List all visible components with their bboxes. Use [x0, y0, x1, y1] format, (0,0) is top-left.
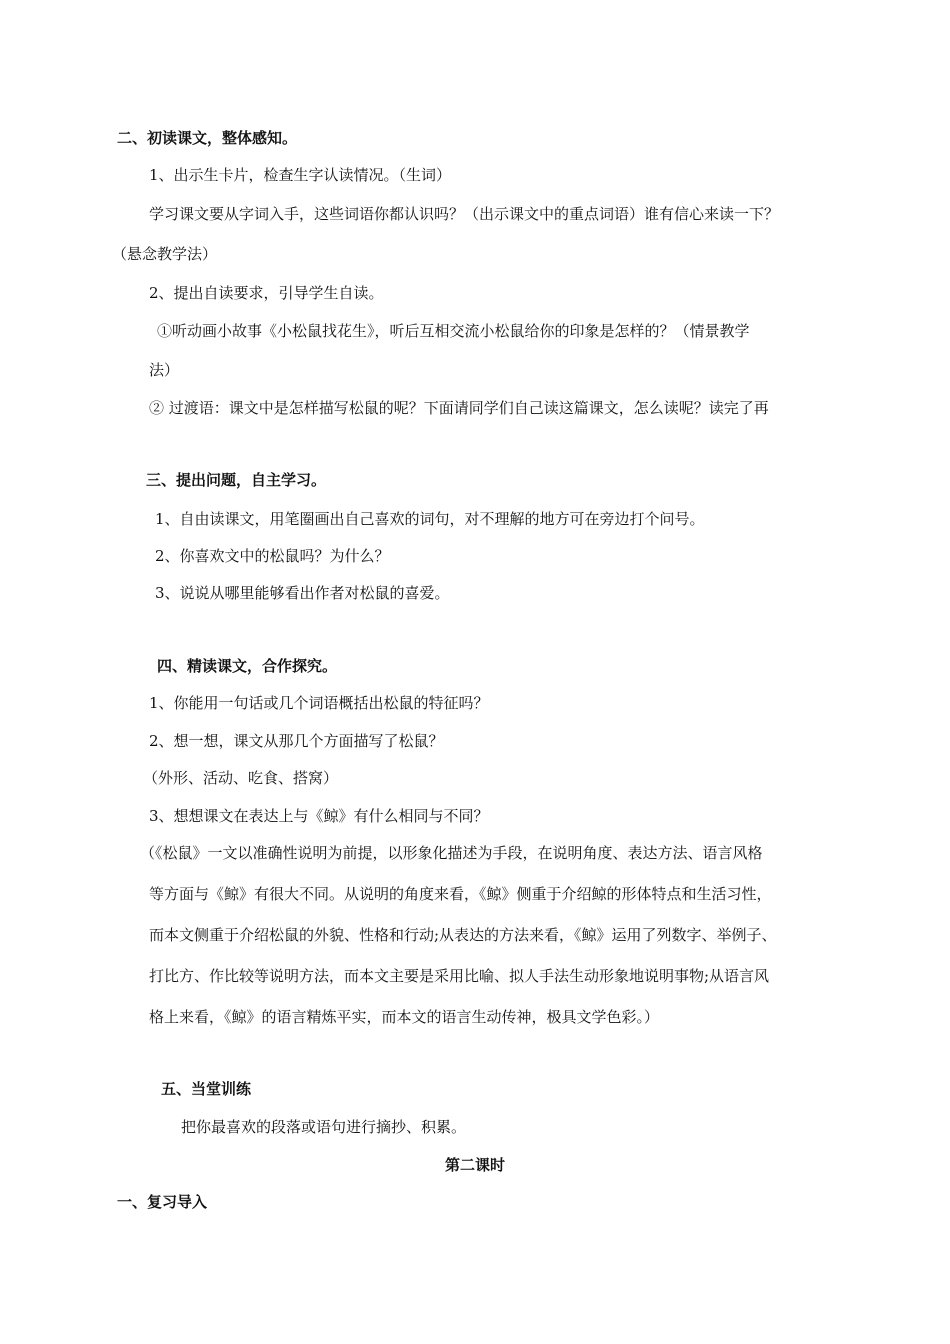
- sec4-line-4: 3、想想课文在表达上与《鲸》有什么相同与不同？: [149, 807, 489, 825]
- sec2-line-4: 2、提出自读要求，引导学生自读。: [149, 284, 384, 302]
- section-5-heading: 五、当堂训练: [161, 1080, 252, 1098]
- section-4-heading: 四、精读课文，合作探究。: [157, 657, 338, 675]
- section-3-heading: 三、提出问题，自主学习。: [146, 471, 327, 489]
- sec5-line-1: 把你最喜欢的段落或语句进行摘抄、积累。: [181, 1118, 467, 1136]
- section-2-heading: 二、初读课文，整体感知。: [117, 129, 298, 147]
- sec4-para-line-2: 等方面与《鲸》有很大不同。从说明的角度来看，《鲸》侧重于介绍鲸的形体特点和生活习性，: [149, 885, 772, 903]
- sec4-para-line-5: 格上来看，《鲸》的语言精炼平实，而本文的语言生动传神，极具文学色彩。）: [149, 1008, 660, 1026]
- sec2-line-2: 学习课文要从字词入手，这些词语你都认识吗？（出示课文中的重点词语）谁有信心来读一下？: [149, 205, 780, 223]
- sec3-line-3: 3、说说从哪里能够看出作者对松鼠的喜爱。: [155, 584, 450, 602]
- sec4-para-line-1: （《松鼠》一文以准确性说明为前提，以形象化描述为手段，在说明角度、表达方法、语言风格: [140, 844, 763, 862]
- sec2-line-5: ①听动画小故事《小松鼠找花生》，听后互相交流小松鼠给你的印象是怎样的？（情景教学: [157, 322, 750, 340]
- sec3-line-2: 2、你喜欢文中的松鼠吗？为什么？: [155, 547, 390, 565]
- sec4-line-3: （外形、活动、吃食、搭窝）: [143, 769, 339, 787]
- lesson-2-section-1-heading: 一、复习导入: [117, 1193, 208, 1211]
- sec4-line-1: 1、你能用一句话或几个词语概括出松鼠的特征吗？: [149, 694, 489, 712]
- sec4-line-2: 2、想一想，课文从那几个方面描写了松鼠？: [149, 732, 444, 750]
- sec3-line-1: 1、自由读课文，用笔圈画出自己喜欢的词句，对不理解的地方可在旁边打个问号。: [155, 510, 705, 528]
- lesson-2-title: 第二课时: [444, 1156, 505, 1174]
- sec2-line-1: 1、出示生卡片，检查生字认读情况。（生词）: [149, 166, 452, 184]
- sec4-para-line-3: 而本文侧重于介绍松鼠的外貌、性格和行动;从表达的方法来看，《鲸》运用了列数字、举例子、: [149, 926, 777, 944]
- sec2-line-3: （悬念教学法）: [112, 245, 218, 263]
- sec2-line-7: ② 过渡语：课文中是怎样描写松鼠的呢？下面请同学们自己读这篇课文，怎么读呢？读完了再: [149, 399, 769, 417]
- sec4-para-line-4: 打比方、作比较等说明方法，而本文主要是采用比喻、拟人手法生动形象地说明事物;从语言风: [149, 967, 770, 985]
- sec2-line-6: 法）: [149, 361, 180, 379]
